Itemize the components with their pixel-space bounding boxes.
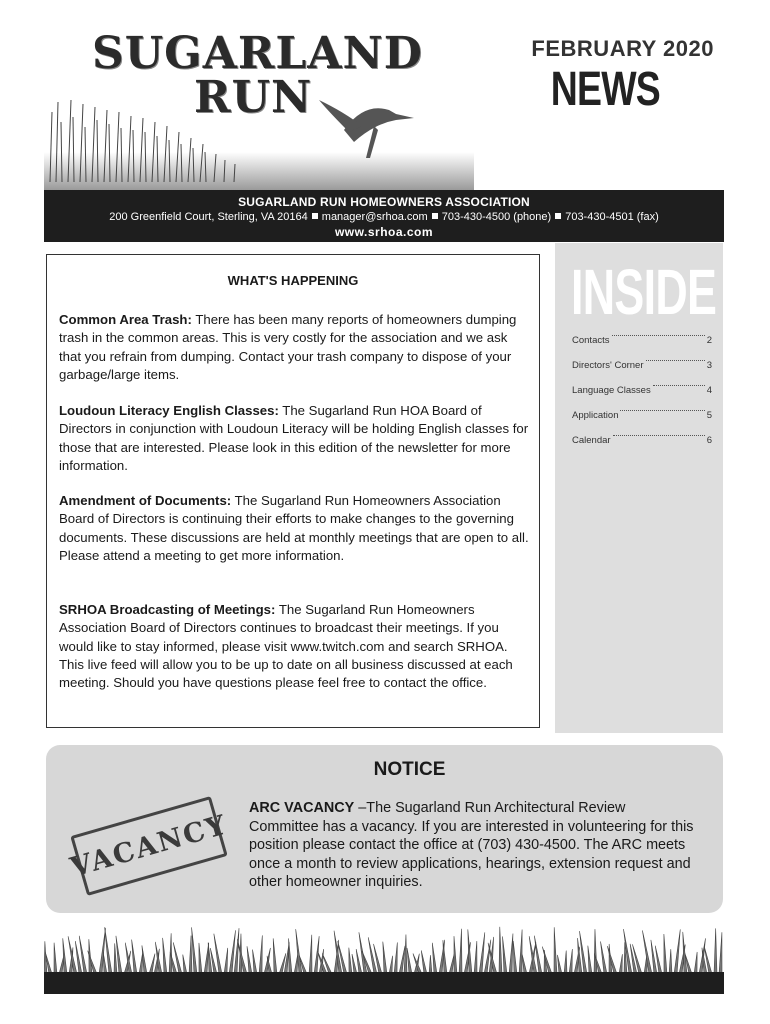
toc-item-label: Directors' Corner xyxy=(572,360,644,371)
association-fax: 703-430-4501 (fax) xyxy=(565,211,659,223)
association-bar xyxy=(44,190,724,242)
masthead xyxy=(44,22,724,190)
issue-date: FEBRUARY 2020 xyxy=(531,36,714,61)
toc-item[interactable] xyxy=(572,335,712,360)
footer xyxy=(44,922,724,994)
whats-happening-heading: WHAT'S HAPPENING xyxy=(227,273,359,288)
whats-happening-box xyxy=(46,254,540,728)
notice-body: –The Sugarland Run Architectural Review Committee has a vacancy. If you are interested in volunteering for this position please contact the office at (703) 430-4500. The ARC meets once a month to review applications, hearings, extension request and other homeowner inquiries. xyxy=(249,800,694,890)
news-item xyxy=(59,402,529,475)
inside-title: INSIDE xyxy=(571,256,717,328)
news-item-title: Common Area Trash: xyxy=(59,312,192,327)
toc-item-label: Calendar xyxy=(572,435,611,446)
toc-item-page: 6 xyxy=(706,435,712,446)
news-item-title: Loudoun Literacy English Classes: xyxy=(59,403,279,418)
toc-item-page: 4 xyxy=(706,385,712,396)
toc-item[interactable] xyxy=(572,435,712,460)
association-name: SUGARLAND RUN HOMEOWNERS ASSOCIATION xyxy=(238,195,530,209)
news-item xyxy=(59,311,529,384)
notice-heading: NOTICE xyxy=(373,759,446,780)
association-contact xyxy=(44,211,724,223)
news-item-body: The Sugarland Run Homeowners Association Board of Directors is continuing their efforts to make changes to the governing documents. These discussions are held at monthly meetings that are open to all. Please attend a meeting to get more information. xyxy=(59,493,529,563)
logo-line-1: SUGARLAND xyxy=(92,28,423,79)
association-phone: 703-430-4500 (phone) xyxy=(441,211,552,223)
toc-item-label: Contacts xyxy=(572,335,610,346)
toc-item-label: Application xyxy=(572,410,619,421)
news-item-body: The Sugarland Run Homeowners Association Board of Directors continues to broadcast their meetings. If you would like to stay informed, please visit www.twitch.com and search SRHOA. This live feed will allow you to be up to date on all business discussed at each meeting. Should you have questions please feel free to contact the office. xyxy=(59,602,513,691)
logo-line-2: RUN xyxy=(194,72,313,123)
inside-panel xyxy=(555,243,723,733)
table-of-contents xyxy=(572,335,712,460)
association-email[interactable]: manager@srhoa.com xyxy=(321,211,428,223)
news-item xyxy=(59,492,529,565)
separator-square-icon xyxy=(555,213,561,219)
association-address: 200 Greenfield Court, Sterling, VA 20164 xyxy=(109,211,308,223)
toc-item-page: 5 xyxy=(706,410,712,421)
news-title: NEWS xyxy=(550,63,660,116)
vacancy-stamp-text: VACANCY xyxy=(67,808,231,884)
notice-box xyxy=(46,745,723,913)
news-item-body: There has been many reports of homeowners dumping trash in the common areas. This is very costly for the association and we ask that you refrain from dumping. Contact your trash company to dispose of your garbage/large items. xyxy=(59,312,517,382)
separator-square-icon xyxy=(312,213,318,219)
toc-item[interactable] xyxy=(572,385,712,410)
news-item-title: SRHOA Broadcasting of Meetings: xyxy=(59,602,276,617)
toc-item[interactable] xyxy=(572,410,712,435)
footer-bar xyxy=(44,972,724,994)
toc-item-label: Language Classes xyxy=(572,385,651,396)
toc-item-page: 3 xyxy=(706,360,712,371)
vacancy-stamp xyxy=(67,796,231,896)
association-website[interactable]: www.srhoa.com xyxy=(334,225,434,239)
news-item-body: The Sugarland Run HOA Board of Directors in conjunction with Loudoun Literacy will be holding English classes for those that are interested. Please look in this edition of the newsletter for more information. xyxy=(59,403,529,473)
notice-lead: ARC VACANCY xyxy=(249,800,355,816)
news-item-title: Amendment of Documents: xyxy=(59,493,232,508)
toc-item[interactable] xyxy=(572,360,712,385)
marsh-heron-illustration xyxy=(44,82,474,190)
separator-square-icon xyxy=(432,213,438,219)
toc-item-page: 2 xyxy=(706,335,712,346)
news-item xyxy=(59,601,529,692)
notice-text xyxy=(249,799,699,892)
grass-illustration xyxy=(44,922,724,974)
